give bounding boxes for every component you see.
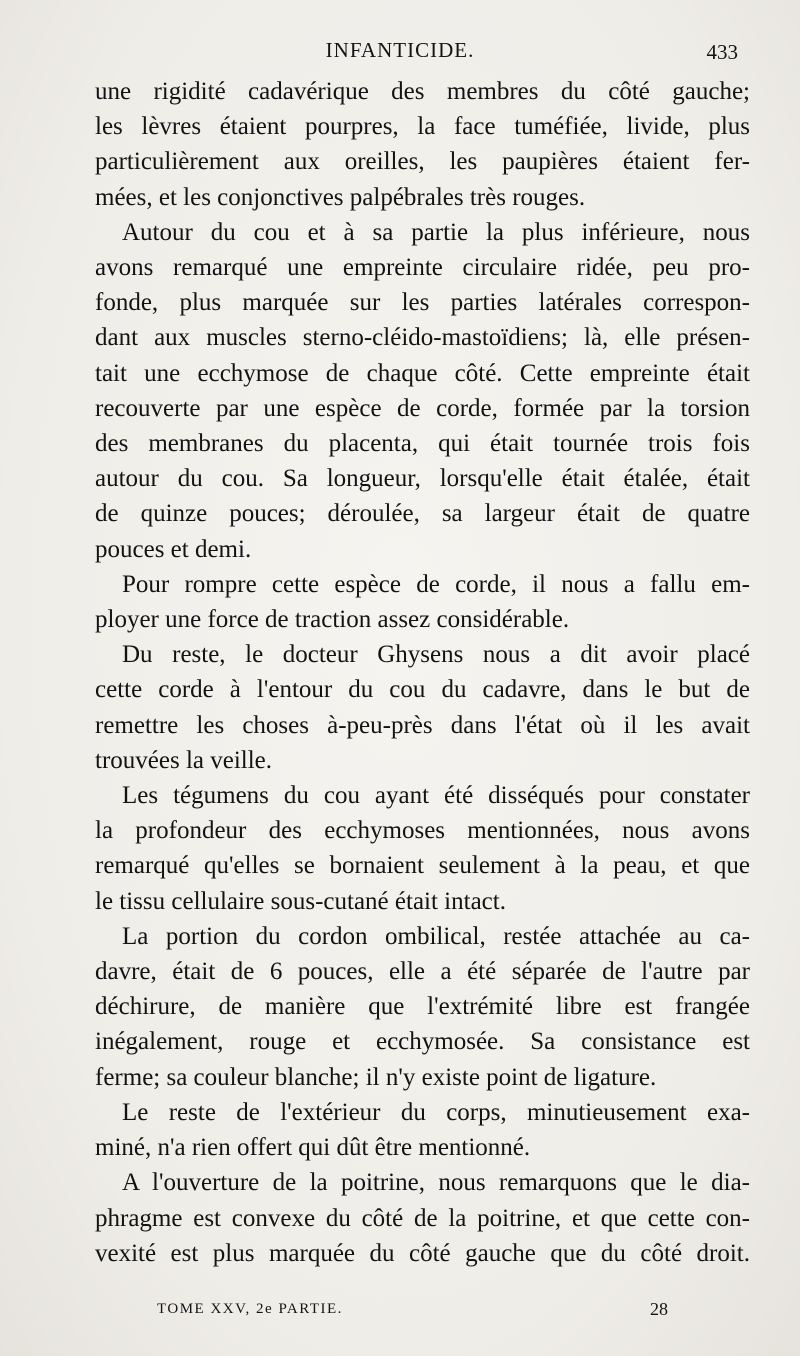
- paragraph-4: [95, 637, 750, 778]
- signature-mark: TOME XXV, 2e PARTIE.: [157, 1301, 343, 1317]
- text-line: miné, n'a rien offert qui dût être mentionné.: [95, 1134, 531, 1162]
- text-line: avons remarqué une empreinte circulaire ridée, peu pro-: [95, 254, 750, 282]
- running-head: [0, 36, 800, 64]
- text-line: une rigidité cadavérique des membres du côté gauche;: [95, 78, 750, 105]
- text-line: Le reste de l'extérieur du corps, minutieusement exa-: [122, 1098, 750, 1126]
- text-line: La portion du cordon ombilical, restée attachée au ca-: [122, 922, 750, 950]
- text-line: Pour rompre cette espèce de corde, il nous a fallu em-: [122, 570, 750, 598]
- page-number: 433: [706, 40, 738, 64]
- paragraph-7: [95, 1095, 750, 1165]
- text-line: fonde, plus marquée sur les parties latérales correspon-: [95, 289, 750, 317]
- text-line: Les tégumens du cou ayant été disséqués pour constater: [122, 782, 750, 810]
- text-line: particulièrement aux oreilles, les paupières étaient fer-: [95, 148, 750, 176]
- signature-number: 28: [650, 1299, 668, 1319]
- body-text: [95, 74, 750, 1271]
- text-line: mées, et les conjonctives palpébrales très rouges.: [95, 183, 586, 211]
- text-line: inégalement, rouge et ecchymosée. Sa consistance est: [95, 1028, 750, 1056]
- text-line: ployer une force de traction assez considérable.: [95, 606, 570, 634]
- text-line: trouvées la veille.: [95, 746, 273, 774]
- text-line: dant aux muscles sterno-cléido-mastoïdiens; là, elle présen-: [95, 324, 750, 352]
- text-line: remettre les choses à-peu-près dans l'état où il les avait: [95, 711, 750, 739]
- text-line: déchirure, de manière que l'extrémité libre est frangée: [95, 993, 750, 1021]
- page-footer: [0, 1296, 800, 1322]
- paragraph-3: [95, 567, 750, 637]
- text-line: la profondeur des ecchymoses mentionnées, nous avons: [95, 817, 750, 845]
- text-line: des membranes du placenta, qui était tournée trois fois: [95, 430, 750, 458]
- text-line: vexité est plus marquée du côté gauche que du côté droit.: [95, 1239, 750, 1267]
- text-line: remarqué qu'elles se bornaient seulement à la peau, et que: [95, 852, 750, 880]
- text-line: phragme est convexe du côté de la poitrine, et que cette con-: [95, 1204, 750, 1232]
- text-line: de quinze pouces; déroulée, sa largeur était de quatre: [95, 500, 750, 528]
- running-title: INFANTICIDE.: [325, 38, 475, 62]
- text-line: pouces et demi.: [95, 535, 252, 563]
- text-line: Du reste, le docteur Ghysens nous a dit avoir placé: [122, 641, 750, 669]
- text-line: tait une ecchymose de chaque côté. Cette empreinte était: [95, 359, 750, 387]
- text-line: cette corde à l'entour du cou du cadavre, dans le but de: [95, 676, 750, 704]
- text-line: autour du cou. Sa longueur, lorsqu'elle était étalée, était: [95, 465, 750, 493]
- paragraph-1: [95, 74, 750, 215]
- text-line: recouverte par une espèce de corde, formée par la torsion: [95, 394, 750, 422]
- paragraph-8: [95, 1165, 750, 1271]
- text-line: A l'ouverture de la poitrine, nous remarquons que le dia-: [122, 1169, 750, 1197]
- text-line: le tissu cellulaire sous-cutané était intact.: [95, 887, 506, 915]
- paragraph-6: [95, 919, 750, 1095]
- paragraph-5: [95, 778, 750, 919]
- paragraph-2: [95, 215, 750, 567]
- text-line: ferme; sa couleur blanche; il n'y existe point de ligature.: [95, 1063, 657, 1091]
- text-line: les lèvres étaient pourpres, la face tuméfiée, livide, plus: [95, 113, 750, 141]
- text-line: Autour du cou et à sa partie la plus inférieure, nous: [122, 218, 750, 246]
- text-line: davre, était de 6 pouces, elle a été séparée de l'autre par: [95, 958, 750, 986]
